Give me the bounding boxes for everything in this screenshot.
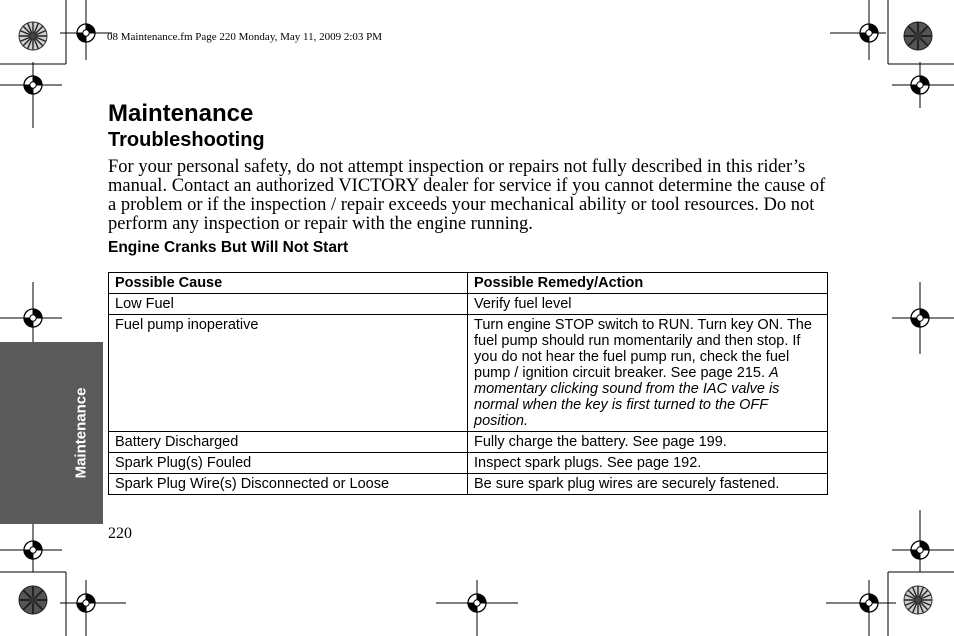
registration-mark-left-middle — [24, 309, 42, 327]
table-row — [109, 453, 828, 474]
intro-paragraph: For your personal safety, do not attempt inspection or repairs not fully described in this rider’s manual. Contact an authorized VICTORY dealer for service if you cannot determine the cause of a problem or if the inspection / repair exceeds your mechanical ability or tool resources. Do not perform any inspection or repair with the engine running. — [108, 157, 826, 234]
remedy-note: A momentary clicking sound from the IAC valve is normal when the key is first turned to the OFF position. — [474, 365, 780, 429]
registration-mark-right-lower — [911, 541, 929, 559]
page-number: 220 — [108, 525, 132, 542]
starburst-top-left — [19, 22, 47, 50]
page-title: Maintenance — [108, 100, 254, 127]
registration-mark-right-middle — [911, 309, 929, 327]
table-row — [109, 432, 828, 453]
column-header-remedy: Possible Remedy/Action — [468, 273, 828, 294]
cause-cell: Spark Plug(s) Fouled — [109, 453, 468, 474]
remedy-cell — [468, 315, 828, 432]
starburst-bottom-right — [904, 586, 932, 614]
troubleshooting-table — [108, 272, 828, 495]
registration-mark-left-lower — [24, 541, 42, 559]
remedy-cell: Verify fuel level — [468, 294, 828, 315]
registration-mark-left-upper — [24, 76, 42, 94]
file-info-header: 08 Maintenance.fm Page 220 Monday, May 11, 2009 2:03 PM — [107, 31, 383, 43]
cause-cell: Spark Plug Wire(s) Disconnected or Loose — [109, 474, 468, 495]
starburst-top-right — [904, 22, 932, 50]
side-tab-label: Maintenance — [72, 387, 90, 479]
cause-cell: Low Fuel — [109, 294, 468, 315]
table-header-row — [109, 273, 828, 294]
cause-cell: Battery Discharged — [109, 432, 468, 453]
table-row — [109, 315, 828, 432]
registration-mark-top-right — [860, 24, 878, 42]
remedy-cell: Be sure spark plug wires are securely fastened. — [468, 474, 828, 495]
remedy-cell: Fully charge the battery. See page 199. — [468, 432, 828, 453]
remedy-text: Turn engine STOP switch to RUN. Turn key ON. The fuel pump should run momentarily and then stop. If you do not hear the fuel pump run, check the fuel pump / ignition circuit breaker. See page 215. — [474, 317, 812, 381]
registration-mark-right-upper — [911, 76, 929, 94]
registration-mark-bottom-right — [860, 594, 878, 612]
registration-mark-bottom-center — [468, 594, 486, 612]
registration-mark-top-left — [77, 24, 95, 42]
cause-cell: Fuel pump inoperative — [109, 315, 468, 432]
registration-mark-bottom-left — [77, 594, 95, 612]
table-row — [109, 294, 828, 315]
column-header-cause: Possible Cause — [109, 273, 468, 294]
section-title: Troubleshooting — [108, 129, 265, 151]
starburst-bottom-left — [19, 586, 47, 614]
subsection-heading: Engine Cranks But Will Not Start — [108, 239, 349, 256]
remedy-cell: Inspect spark plugs. See page 192. — [468, 453, 828, 474]
table-row — [109, 474, 828, 495]
